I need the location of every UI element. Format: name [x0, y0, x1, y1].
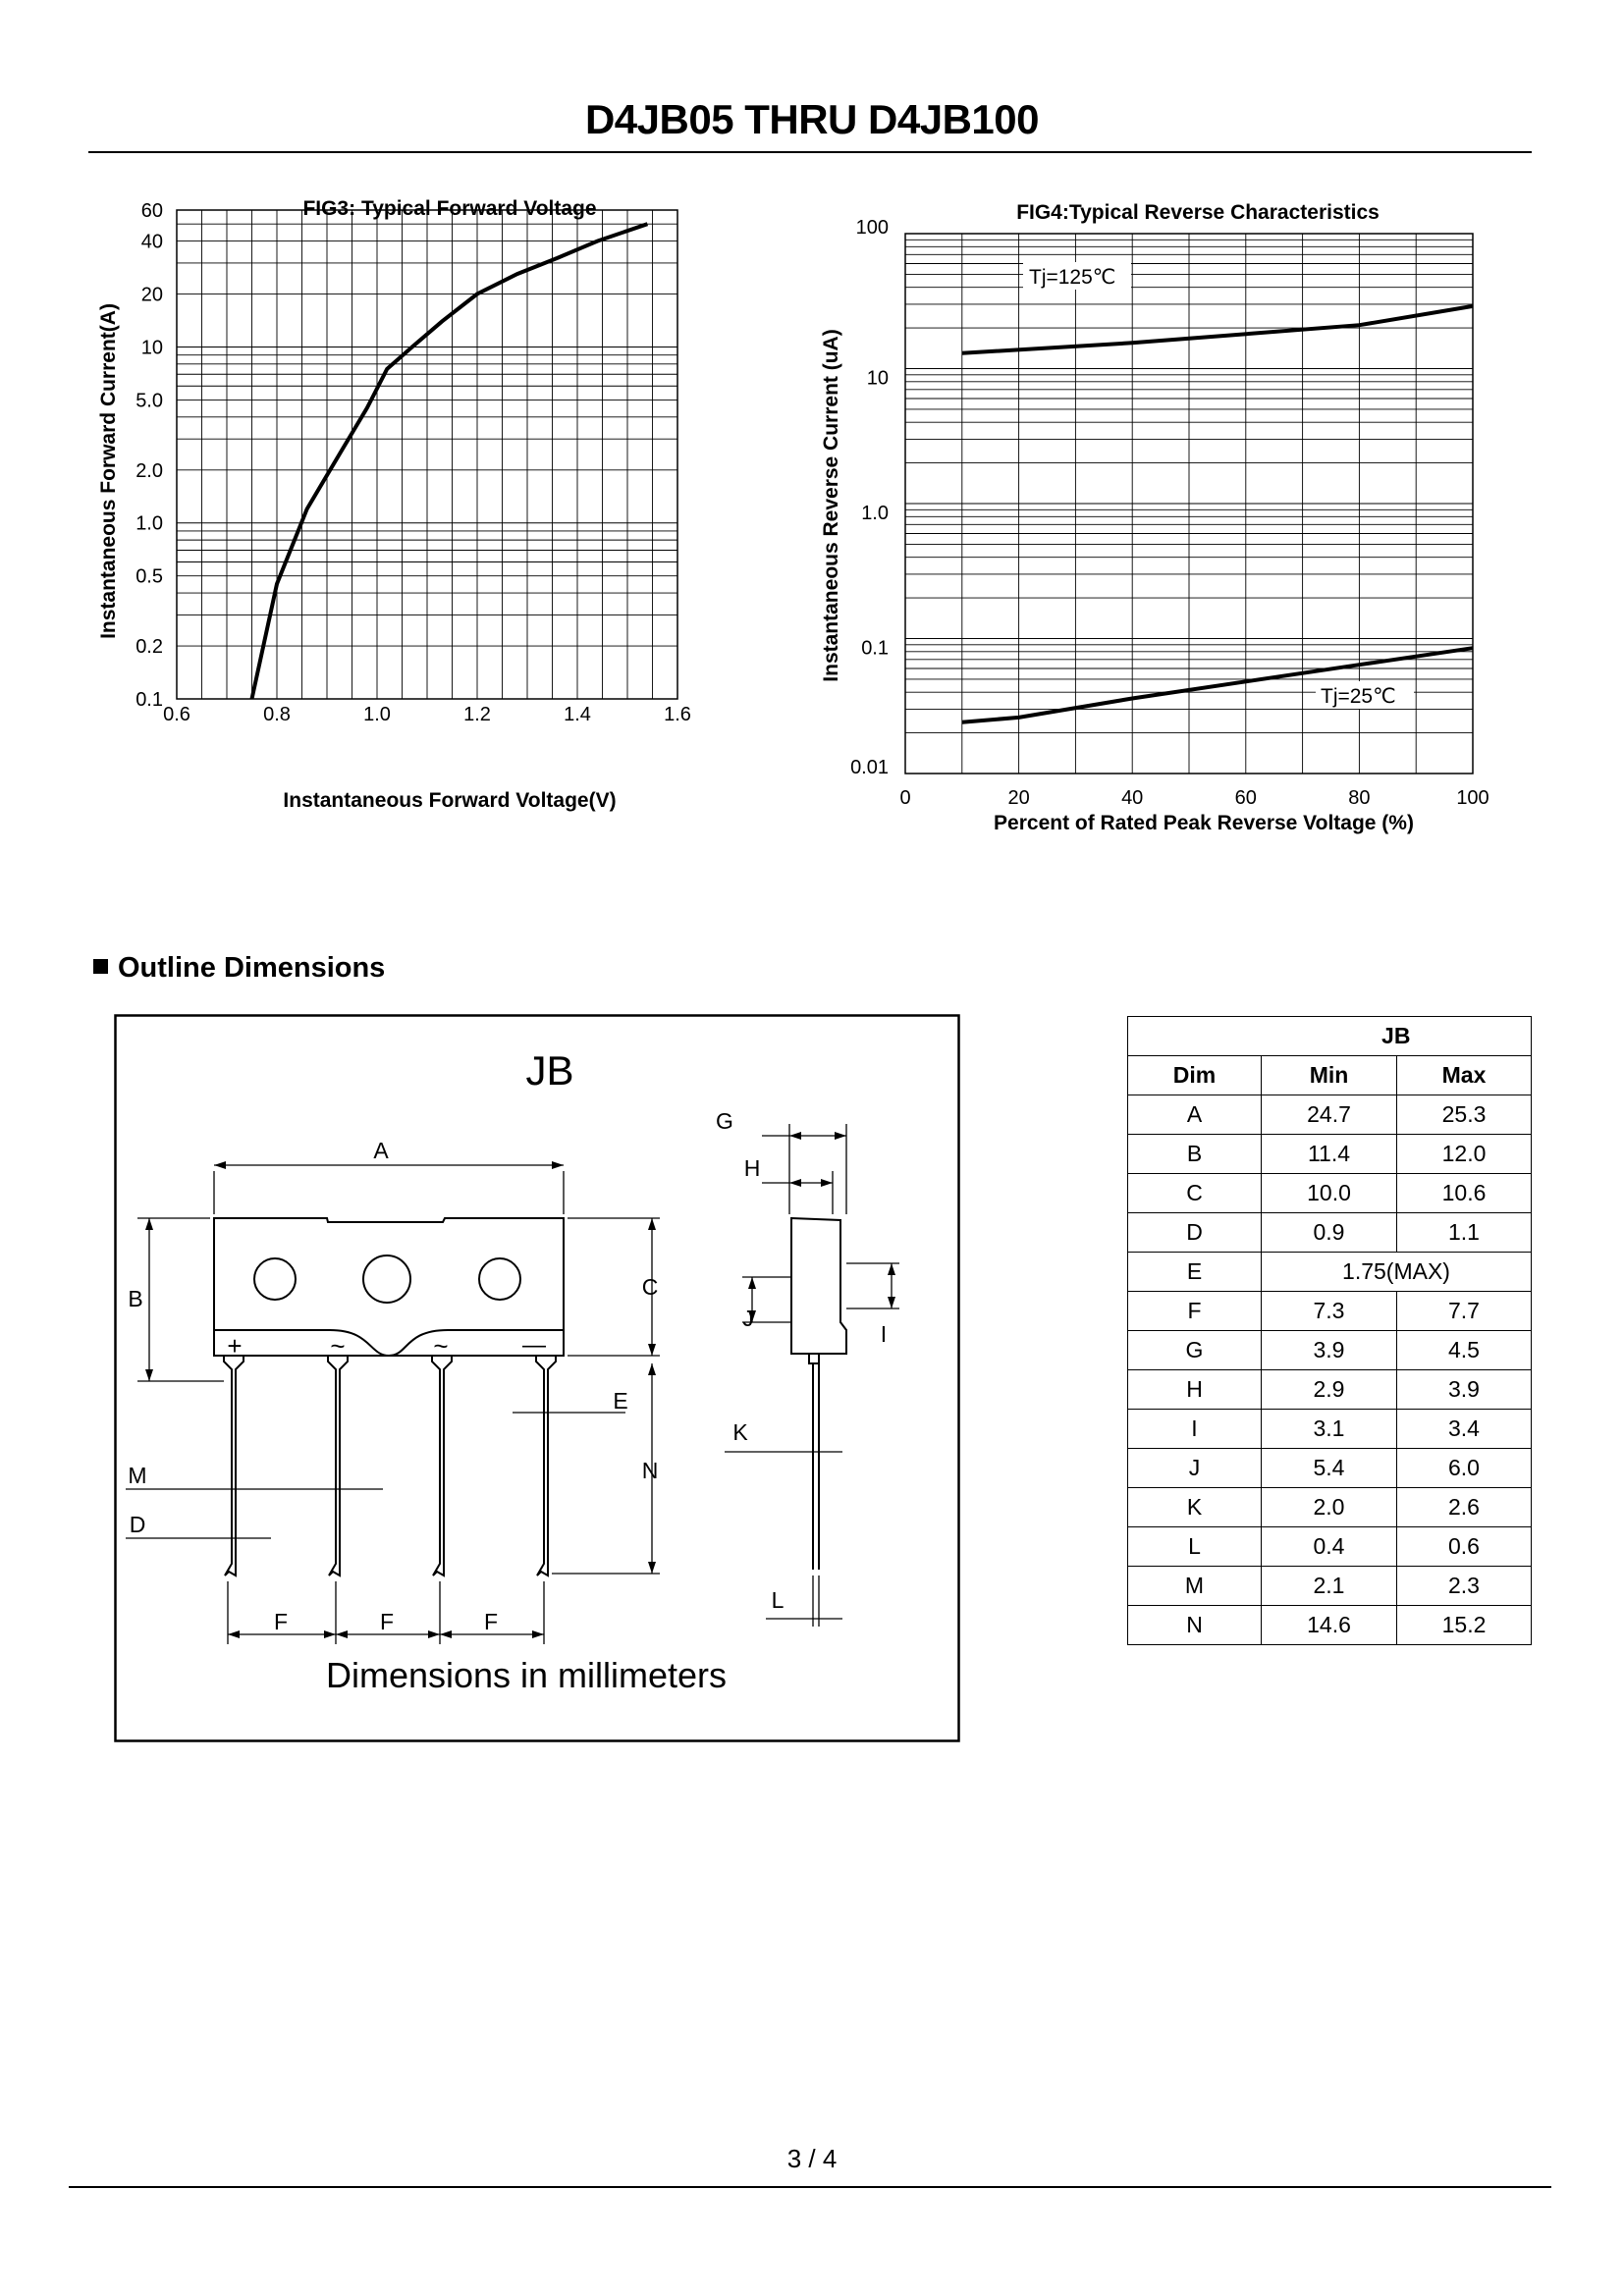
fig3-ytick-label: 20 — [140, 284, 163, 306]
fig3-xtick-label: 1.4 — [564, 704, 591, 725]
fig4-annotation-25c: Tj=25℃ — [1321, 685, 1396, 708]
header-rule — [88, 151, 1532, 153]
table-row — [1128, 1135, 1532, 1174]
cell-max: 3.9 — [1397, 1370, 1532, 1410]
pin-plus-mark: + — [227, 1331, 243, 1361]
fig3-xtick-label: 0.8 — [263, 704, 291, 725]
cell-dim: K — [1128, 1488, 1262, 1527]
cell-min: 0.9 — [1262, 1213, 1397, 1253]
dim-label-i: I — [880, 1321, 888, 1347]
pin-ac2-mark: ~ — [433, 1331, 449, 1361]
col-header-min: Min — [1262, 1056, 1397, 1095]
bullet-square-icon — [93, 959, 108, 974]
outline-drawing — [114, 1014, 960, 1742]
cell-dim: D — [1128, 1213, 1262, 1253]
cell-max: 1.1 — [1397, 1213, 1532, 1253]
table-row — [1128, 1331, 1532, 1370]
cell-dim: B — [1128, 1135, 1262, 1174]
cell-max: 12.0 — [1397, 1135, 1532, 1174]
fig4-ytick-label: 0.1 — [861, 637, 889, 660]
fig3-ytick-label: 40 — [140, 231, 163, 253]
fig3-xtick-label: 1.0 — [363, 704, 391, 725]
fig3-ytick-label: 0.2 — [135, 636, 163, 659]
cell-dim: I — [1128, 1410, 1262, 1449]
package-name: JB — [525, 1047, 574, 1094]
cell-max: 15.2 — [1397, 1606, 1532, 1645]
dim-label-f3: F — [483, 1609, 499, 1634]
dim-label-a: A — [373, 1138, 389, 1163]
cell-min: 5.4 — [1262, 1449, 1397, 1488]
cell-dim: N — [1128, 1606, 1262, 1645]
fig3-xtick-label: 0.6 — [163, 704, 190, 725]
fig3-series-line — [252, 224, 648, 699]
pin-ac1-mark: ~ — [330, 1331, 346, 1361]
cell-dim: G — [1128, 1331, 1262, 1370]
outline-caption: Dimensions in millimeters — [325, 1655, 728, 1695]
dim-label-d: D — [129, 1512, 146, 1537]
fig3-ytick-label: 5.0 — [135, 390, 163, 412]
fig4-xtick-label: 20 — [1007, 787, 1030, 809]
cell-min: 24.7 — [1262, 1095, 1397, 1135]
col-header-max: Max — [1397, 1056, 1532, 1095]
footer-rule — [69, 2186, 1551, 2188]
cell-max: 4.5 — [1397, 1331, 1532, 1370]
fig4-ytick-label: 10 — [866, 367, 889, 390]
cell-min: 11.4 — [1262, 1135, 1397, 1174]
fig4-ytick-label: 0.01 — [850, 757, 889, 778]
dimension-table — [1127, 1016, 1532, 1645]
cell-max: 0.6 — [1397, 1527, 1532, 1567]
dim-label-l: L — [771, 1587, 785, 1613]
fig4-xtick-label: 40 — [1121, 787, 1144, 809]
table-row — [1128, 1095, 1532, 1135]
cell-dim: L — [1128, 1527, 1262, 1567]
cell-dim: H — [1128, 1370, 1262, 1410]
cell-max: 7.7 — [1397, 1292, 1532, 1331]
cell-dim: C — [1128, 1174, 1262, 1213]
cell-min: 1.75(MAX) — [1262, 1253, 1532, 1292]
dim-label-m: M — [128, 1463, 147, 1488]
cell-dim: M — [1128, 1567, 1262, 1606]
fig3-chart — [88, 187, 756, 825]
cell-min: 2.0 — [1262, 1488, 1397, 1527]
cell-dim: F — [1128, 1292, 1262, 1331]
fig4-xtick-label: 60 — [1234, 787, 1257, 809]
dim-label-b: B — [128, 1286, 143, 1311]
cell-dim: A — [1128, 1095, 1262, 1135]
table-row — [1128, 1213, 1532, 1253]
cell-max: 6.0 — [1397, 1449, 1532, 1488]
cell-min: 0.4 — [1262, 1527, 1397, 1567]
dim-label-n: N — [641, 1458, 659, 1483]
cell-min: 3.9 — [1262, 1331, 1397, 1370]
dim-label-e: E — [613, 1388, 628, 1414]
fig4-xtick-label: 80 — [1348, 787, 1371, 809]
fig4-chart — [815, 187, 1502, 854]
table-row — [1128, 1174, 1532, 1213]
cell-max: 10.6 — [1397, 1174, 1532, 1213]
dim-label-g: G — [716, 1108, 733, 1134]
table-group-row — [1128, 1017, 1532, 1056]
fig3-ytick-label: 60 — [140, 200, 163, 222]
table-row — [1128, 1527, 1532, 1567]
fig3-ytick-label: 2.0 — [135, 459, 163, 482]
table-row — [1128, 1370, 1532, 1410]
fig3-title: FIG3: Typical Forward Voltage — [302, 197, 597, 220]
page-number: 3 / 4 — [786, 2144, 838, 2173]
dim-label-f2: F — [379, 1609, 395, 1634]
fig3-ytick-label: 1.0 — [135, 512, 163, 535]
fig3-xtick-label: 1.2 — [463, 704, 491, 725]
fig4-xtick-label: 100 — [1456, 787, 1489, 809]
table-row — [1128, 1488, 1532, 1527]
cell-max: 2.3 — [1397, 1567, 1532, 1606]
dim-label-h: H — [743, 1155, 761, 1181]
fig3-xtick-label: 1.6 — [664, 704, 691, 725]
dim-label-c: C — [641, 1274, 659, 1300]
col-header-dim: Dim — [1128, 1056, 1262, 1095]
table-row — [1128, 1253, 1532, 1292]
fig3-xlabel: Instantaneous Forward Voltage(V) — [283, 789, 617, 812]
cell-min: 7.3 — [1262, 1292, 1397, 1331]
fig4-annotation-125c: Tj=125℃ — [1029, 266, 1116, 289]
table-row — [1128, 1606, 1532, 1645]
cell-max: 2.6 — [1397, 1488, 1532, 1527]
section-heading — [93, 952, 385, 985]
table-row — [1128, 1292, 1532, 1331]
cell-min: 3.1 — [1262, 1410, 1397, 1449]
fig3-ylabel: Instantaneous Forward Current(A) — [97, 303, 120, 639]
cell-min: 14.6 — [1262, 1606, 1397, 1645]
page-title: D4JB05 THRU D4JB100 — [584, 96, 1040, 142]
cell-dim: E — [1128, 1253, 1262, 1292]
pin-minus-mark: — — [522, 1332, 546, 1359]
table-group-label: JB — [1262, 1017, 1532, 1056]
table-row — [1128, 1567, 1532, 1606]
cell-min: 2.9 — [1262, 1370, 1397, 1410]
section-heading-text: Outline Dimensions — [118, 952, 386, 984]
table-header-row — [1128, 1056, 1532, 1095]
cell-max: 3.4 — [1397, 1410, 1532, 1449]
cell-dim: J — [1128, 1449, 1262, 1488]
cell-min: 2.1 — [1262, 1567, 1397, 1606]
fig3-ytick-label: 0.1 — [135, 689, 163, 711]
fig4-ylabel: Instantaneous Reverse Current (uA) — [820, 329, 842, 682]
fig4-ytick-label: 1.0 — [861, 503, 889, 524]
table-row — [1128, 1410, 1532, 1449]
cell-max: 25.3 — [1397, 1095, 1532, 1135]
fig3-ytick-label: 10 — [140, 337, 163, 359]
table-row — [1128, 1449, 1532, 1488]
dim-label-k: K — [732, 1419, 748, 1445]
fig4-xtick-label: 0 — [899, 787, 911, 809]
dim-label-j: J — [742, 1306, 754, 1331]
dim-label-f1: F — [273, 1609, 289, 1634]
fig3-ytick-label: 0.5 — [135, 565, 163, 588]
fig4-ytick-label: 100 — [855, 217, 889, 239]
fig4-xlabel: Percent of Rated Peak Reverse Voltage (%) — [994, 812, 1414, 834]
fig4-series-125c — [962, 306, 1473, 353]
fig4-title: FIG4:Typical Reverse Characteristics — [1016, 201, 1380, 224]
cell-min: 10.0 — [1262, 1174, 1397, 1213]
